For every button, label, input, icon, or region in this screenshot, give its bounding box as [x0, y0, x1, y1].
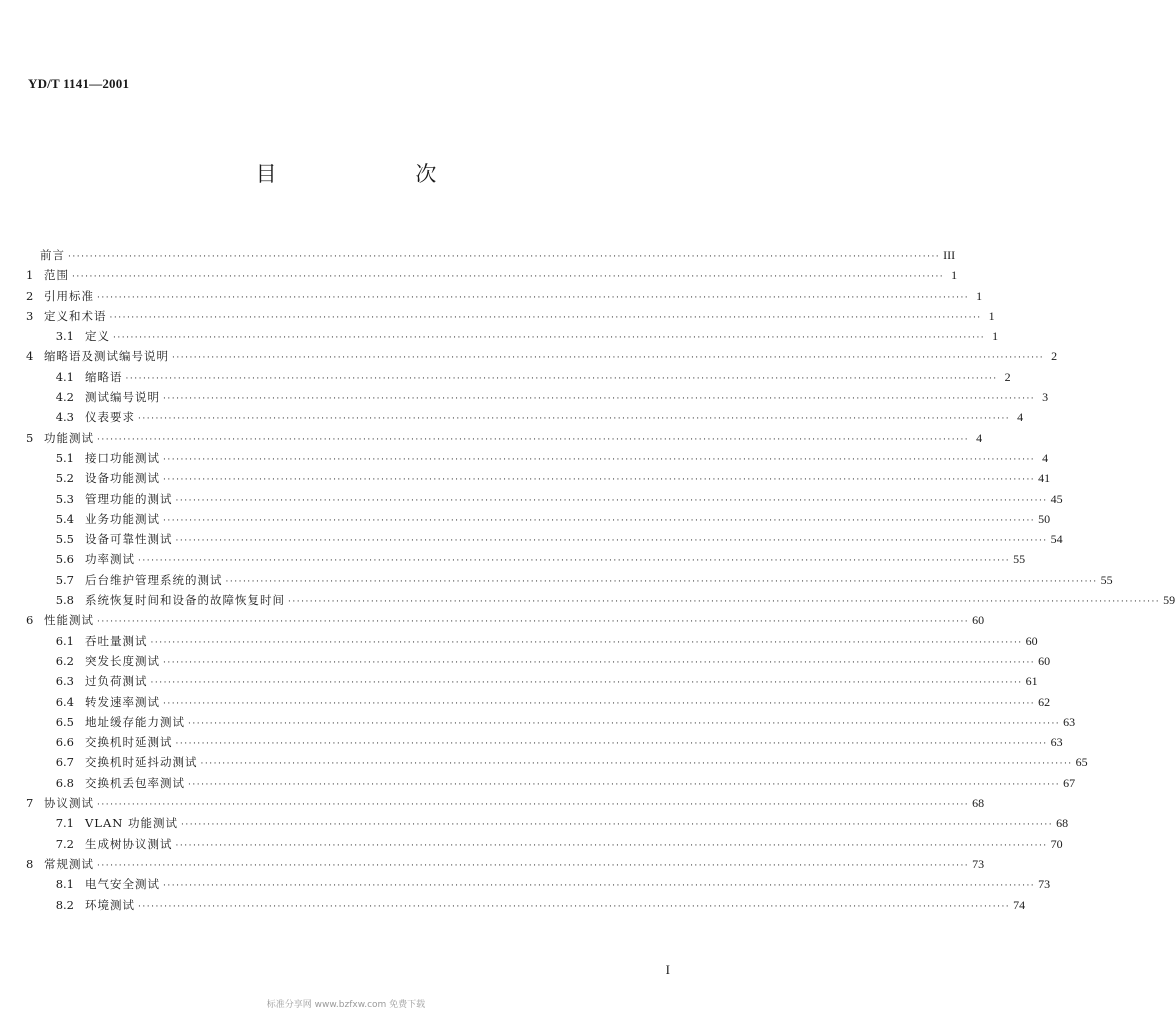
toc-leader-dots: ········································································································································································································	[188, 779, 1061, 790]
toc-entry-page: 62	[1038, 694, 1051, 709]
toc-entry-label: 常规测试	[44, 856, 94, 871]
toc-entry[interactable]	[26, 450, 1049, 470]
toc-leader-dots: ········································································································································································································	[163, 454, 1036, 465]
toc-entry-page: 60	[1025, 633, 1038, 648]
toc-entry-page: 3	[1042, 390, 1049, 405]
toc-entry-label: 功能测试	[44, 430, 94, 445]
toc-entry[interactable]	[26, 653, 1051, 673]
toc-entry-page: 4	[1042, 450, 1049, 465]
toc-entry-label: 性能测试	[44, 613, 94, 628]
toc-entry-number: 7.2	[55, 836, 74, 851]
toc-entry-number: 6	[26, 613, 34, 628]
toc-leader-dots: ········································································································································································································	[175, 536, 1048, 547]
document-code: YD/T 1141—2001	[28, 76, 130, 91]
toc-entry-label: 协议测试	[44, 796, 94, 811]
toc-entry-number: 5.2	[55, 471, 74, 486]
toc-entry-label: 设备可靠性测试	[85, 532, 173, 547]
toc-entry-number: 2	[26, 288, 34, 303]
toc-entry-page: 55	[1100, 572, 1113, 587]
toc-leader-dots: ········································································································································································································	[163, 515, 1036, 526]
toc-entry-page: 1	[992, 329, 999, 344]
toc-entry-label: 功率测试	[85, 552, 135, 567]
toc-entry-number: 8.2	[55, 897, 74, 912]
toc-entry-page: 60	[972, 613, 985, 628]
toc-entry-number: 6.6	[55, 735, 74, 750]
toc-entry[interactable]	[26, 734, 1063, 754]
toc-entry-number: 4.3	[55, 410, 74, 425]
toc-entry-number: 7	[26, 796, 34, 811]
toc-leader-dots: ········································································································································································································	[163, 881, 1036, 892]
toc-leader-dots: ········································································································································································································	[68, 252, 941, 262]
toc-entry-label: 地址缓存能力测试	[85, 714, 185, 729]
toc-entry[interactable]	[26, 491, 1063, 511]
toc-entry-label: 测试编号说明	[85, 390, 160, 405]
toc-entry[interactable]	[26, 836, 1063, 856]
toc-entry-label: 过负荷测试	[85, 674, 148, 689]
toc-entry[interactable]	[26, 348, 1058, 368]
toc-entry[interactable]	[26, 815, 1069, 835]
toc-entry-page: 45	[1050, 491, 1063, 506]
toc-leader-dots: ········································································································································································································	[180, 820, 1054, 831]
toc-entry-number: 6.5	[55, 714, 74, 729]
toc-entry[interactable]	[26, 247, 956, 267]
toc-entry-page: 4	[1017, 410, 1024, 425]
toc-entry-page: 67	[1063, 775, 1076, 790]
toc-entry-number: 7.1	[55, 816, 74, 831]
toc-entry-label: 吞吐量测试	[85, 633, 148, 648]
toc-leader-dots: ········································································································································································································	[163, 698, 1036, 709]
toc-entry-label: 交换机丢包率测试	[85, 775, 185, 790]
toc-leader-dots: ········································································································································································································	[138, 414, 1011, 425]
toc-entry[interactable]	[26, 897, 1026, 917]
toc-entry-number: 5.3	[55, 491, 74, 506]
toc-entry-label: 业务功能测试	[85, 511, 160, 526]
toc-entry[interactable]	[26, 288, 983, 308]
toc-entry-page: 1	[951, 268, 958, 283]
toc-entry-page: 74	[1013, 897, 1026, 912]
toc-entry-number: 8.1	[55, 877, 74, 892]
table-of-contents	[26, 247, 1175, 917]
toc-entry-label: 仪表要求	[85, 410, 135, 425]
toc-entry[interactable]	[26, 856, 985, 876]
toc-entry-number: 6.2	[55, 653, 74, 668]
toc-entry-number: 5.1	[55, 450, 74, 465]
toc-entry-page: 63	[1050, 735, 1063, 750]
toc-entry-label: 系统恢复时间和设备的故障恢复时间	[85, 593, 285, 608]
toc-entry-page: 73	[972, 856, 985, 871]
toc-entry-number: 6.3	[55, 674, 74, 689]
toc-entry[interactable]	[26, 775, 1076, 795]
toc-entry-page: 68	[972, 796, 985, 811]
toc-entry[interactable]	[26, 795, 985, 815]
toc-entry-number: 5.4	[55, 511, 74, 526]
toc-entry-page: 68	[1056, 816, 1069, 831]
toc-entry[interactable]	[26, 511, 1051, 531]
toc-entry[interactable]	[26, 308, 995, 328]
page-number: I	[665, 962, 670, 977]
toc-leader-dots: ········································································································································································································	[225, 576, 1098, 587]
toc-entry-number: 5.7	[55, 572, 74, 587]
toc-entry-number: 5.8	[55, 593, 74, 608]
toc-leader-dots: ········································································································································································································	[150, 678, 1023, 689]
toc-entry-page: III	[943, 248, 956, 262]
toc-entry-number: 1	[26, 268, 34, 283]
toc-entry-page: 41	[1038, 471, 1051, 486]
toc-entry-label: 定义	[85, 329, 110, 344]
toc-entry-label: 定义和术语	[44, 308, 107, 323]
toc-entry-label: VLAN 功能测试	[85, 816, 178, 831]
toc-leader-dots: ········································································································································································································	[97, 434, 970, 445]
toc-leader-dots: ········································································································································································································	[188, 718, 1061, 729]
toc-entry[interactable]	[26, 551, 1026, 571]
toc-entry-label: 缩略语及测试编号说明	[44, 349, 169, 364]
toc-leader-dots: ········································································································································································································	[172, 353, 1045, 364]
toc-leader-dots: ········································································································································································································	[113, 333, 986, 344]
toc-entry-label: 电气安全测试	[85, 877, 160, 892]
toc-entry-page: 1	[976, 288, 983, 303]
toc-leader-dots: ········································································································································································································	[138, 556, 1011, 567]
toc-entry-label: 突发长度测试	[85, 653, 160, 668]
toc-entry-number: 6.7	[55, 755, 74, 770]
toc-entry[interactable]	[26, 673, 1038, 693]
toc-leader-dots: ········································································································································································································	[163, 657, 1036, 668]
toc-entry[interactable]	[26, 572, 1113, 592]
toc-entry[interactable]	[26, 592, 1175, 612]
toc-entry-number: 8	[26, 856, 34, 871]
toc-entry-page: 55	[1013, 552, 1026, 567]
toc-leader-dots: ········································································································································································································	[175, 840, 1048, 851]
toc-entry-label: 范围	[44, 268, 69, 283]
toc-entry-label: 环境测试	[85, 897, 135, 912]
toc-entry-page: 61	[1025, 674, 1038, 689]
toc-entry-page: 59	[1163, 593, 1175, 608]
toc-entry-label: 接口功能测试	[85, 450, 160, 465]
toc-entry[interactable]	[26, 267, 958, 287]
toc-entry-page: 54	[1050, 532, 1063, 547]
toc-entry-number: 4	[26, 349, 34, 364]
toc-entry-label: 后台维护管理系统的测试	[85, 572, 223, 587]
toc-entry[interactable]	[26, 754, 1088, 774]
toc-entry-number: 4.2	[55, 390, 74, 405]
toc-entry-number: 5.5	[55, 532, 74, 547]
toc-leader-dots: ········································································································································································································	[150, 637, 1023, 648]
toc-entry[interactable]	[26, 876, 1051, 896]
toc-entry-page: 2	[1004, 369, 1011, 384]
toc-entry[interactable]	[26, 409, 1024, 429]
toc-entry-label: 设备功能测试	[85, 471, 160, 486]
toc-entry-label: 转发速率测试	[85, 694, 160, 709]
toc-entry[interactable]	[26, 531, 1063, 551]
toc-entry-page: 65	[1075, 755, 1088, 770]
toc-leader-dots: ········································································································································································································	[72, 272, 945, 283]
page-title: 目 次	[255, 162, 503, 186]
footer-watermark: 标准分享网 www.bzfxw.com 免费下载	[266, 1000, 426, 1010]
toc-leader-dots: ········································································································································································································	[138, 901, 1011, 912]
toc-entry-page: 63	[1063, 714, 1076, 729]
toc-entry-label: 交换机时延测试	[85, 735, 173, 750]
toc-leader-dots: ········································································································································································································	[97, 800, 970, 811]
toc-entry-number: 6.1	[55, 633, 74, 648]
toc-leader-dots: ········································································································································································································	[97, 292, 970, 303]
toc-entry-page: 73	[1038, 877, 1051, 892]
toc-entry-number: 4.1	[55, 369, 74, 384]
toc-entry-page: 70	[1050, 836, 1063, 851]
toc-leader-dots: ········································································································································································································	[175, 739, 1048, 750]
toc-leader-dots: ········································································································································································································	[109, 312, 982, 323]
toc-entry[interactable]	[26, 714, 1076, 734]
toc-entry[interactable]	[26, 328, 999, 348]
toc-entry-label: 前言	[40, 248, 65, 262]
toc-leader-dots: ········································································································································································································	[97, 860, 970, 871]
toc-leader-dots: ········································································································································································································	[175, 495, 1048, 506]
toc-entry-label: 缩略语	[85, 369, 123, 384]
toc-leader-dots: ········································································································································································································	[163, 475, 1036, 486]
toc-entry-page: 2	[1051, 349, 1058, 364]
toc-entry-page: 1	[988, 308, 995, 323]
toc-entry-page: 50	[1038, 511, 1051, 526]
toc-entry-page: 4	[976, 430, 983, 445]
toc-entry[interactable]	[26, 369, 1011, 389]
toc-entry[interactable]	[26, 694, 1051, 714]
toc-entry[interactable]	[26, 430, 983, 450]
toc-entry-number: 5.6	[55, 552, 74, 567]
toc-entry-number: 5	[26, 430, 34, 445]
toc-entry-label: 交换机时延抖动测试	[85, 755, 198, 770]
toc-entry[interactable]	[26, 470, 1051, 490]
toc-entry-number: 3	[26, 308, 34, 323]
toc-leader-dots: ········································································································································································································	[288, 597, 1161, 608]
toc-entry-number: 6.8	[55, 775, 74, 790]
toc-entry[interactable]	[26, 633, 1038, 653]
toc-entry-label: 引用标准	[44, 288, 94, 303]
toc-leader-dots: ········································································································································································································	[97, 617, 970, 628]
toc-entry-number: 6.4	[55, 694, 74, 709]
toc-leader-dots: ········································································································································································································	[163, 394, 1036, 405]
toc-leader-dots: ········································································································································································································	[125, 373, 998, 384]
toc-entry-page: 60	[1038, 653, 1051, 668]
toc-entry-number: 3.1	[55, 329, 74, 344]
toc-entry-label: 管理功能的测试	[85, 491, 173, 506]
toc-entry-label: 生成树协议测试	[85, 836, 173, 851]
toc-entry[interactable]	[26, 389, 1049, 409]
toc-entry[interactable]	[26, 612, 985, 632]
toc-leader-dots: ········································································································································································································	[200, 759, 1073, 770]
